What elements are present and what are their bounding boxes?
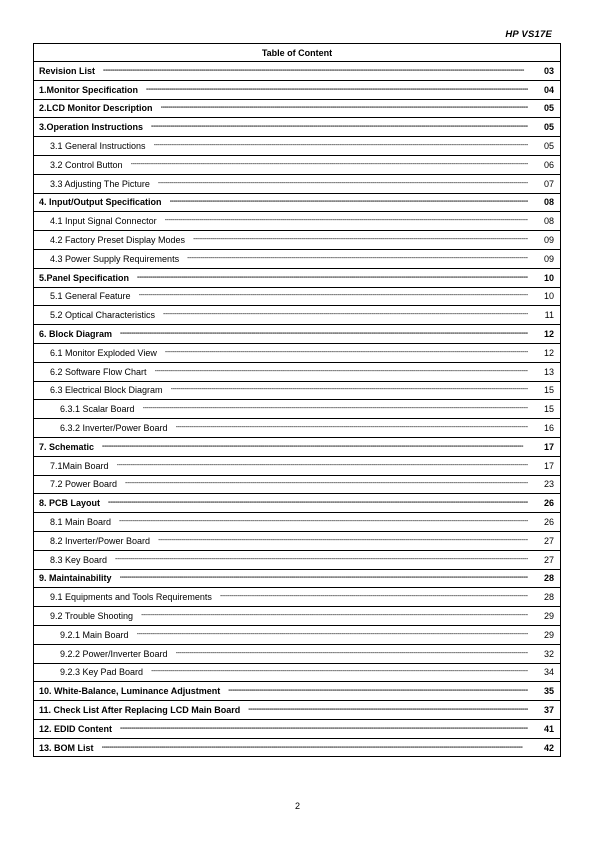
toc-entry-label: 6.1 Monitor Exploded View bbox=[50, 347, 157, 358]
toc-entry-page: 29 bbox=[543, 629, 554, 640]
toc-row bbox=[34, 400, 561, 419]
toc-title: Table of Content bbox=[34, 44, 561, 62]
toc-row bbox=[34, 456, 561, 475]
toc-entry-label: 9.2.2 Power/Inverter Board bbox=[60, 648, 168, 659]
toc-entry[interactable] bbox=[34, 231, 560, 249]
toc-entry-label: 6.3.1 Scalar Board bbox=[60, 404, 135, 415]
toc-entry-page: 32 bbox=[543, 648, 554, 659]
toc-entry-label: 4.3 Power Supply Requirements bbox=[50, 253, 180, 264]
toc-entry-cell bbox=[34, 212, 561, 231]
toc-entry-page: 05 bbox=[543, 103, 554, 114]
toc-entry-page: 12 bbox=[543, 329, 554, 340]
toc-entry[interactable] bbox=[34, 400, 560, 418]
toc-entry-page: 17 bbox=[543, 460, 554, 471]
toc-entry-cell bbox=[34, 99, 561, 118]
toc-entry-label: 3.Operation Instructions bbox=[39, 122, 144, 133]
toc-entry-cell bbox=[34, 569, 561, 588]
toc-dot-leader bbox=[103, 66, 528, 76]
toc-entry-cell bbox=[34, 268, 561, 287]
toc-entry-page: 09 bbox=[543, 235, 554, 246]
toc-entry-page: 08 bbox=[543, 216, 554, 227]
toc-entry-cell bbox=[34, 325, 561, 344]
page-number: 2 bbox=[294, 801, 300, 811]
toc-dot-leader bbox=[248, 705, 528, 715]
toc-entry-label: 1.Monitor Specification bbox=[39, 84, 139, 95]
toc-entry-page: 05 bbox=[543, 141, 554, 152]
document-header-model: HP VS17E bbox=[505, 29, 552, 40]
toc-entry-cell bbox=[34, 362, 561, 381]
toc-entry-cell bbox=[34, 231, 561, 250]
toc-entry[interactable] bbox=[34, 269, 560, 287]
toc-entry-page: 35 bbox=[543, 686, 554, 697]
toc-dot-leader bbox=[163, 310, 528, 320]
toc-entry-cell bbox=[34, 644, 561, 663]
toc-body bbox=[34, 44, 561, 757]
toc-row bbox=[34, 437, 561, 456]
toc-entry-page: 04 bbox=[543, 84, 554, 95]
toc-entry-cell bbox=[34, 475, 561, 494]
toc-table bbox=[33, 43, 561, 757]
toc-entry-label: 4.1 Input Signal Connector bbox=[50, 216, 157, 227]
toc-row bbox=[34, 513, 561, 532]
toc-entry-page: 09 bbox=[543, 253, 554, 264]
toc-row bbox=[34, 137, 561, 156]
toc-entry-label: 7.1Main Board bbox=[50, 460, 109, 471]
toc-entry-page: 28 bbox=[543, 573, 554, 584]
toc-entry-cell bbox=[34, 701, 561, 720]
toc-dot-leader bbox=[102, 743, 528, 753]
toc-entry-label: 8.3 Key Board bbox=[50, 554, 108, 565]
toc-entry[interactable] bbox=[34, 645, 560, 663]
toc-row bbox=[34, 80, 561, 99]
toc-entry-label: 8.2 Inverter/Power Board bbox=[50, 535, 151, 546]
toc-dot-leader bbox=[151, 667, 528, 677]
toc-entry-cell bbox=[34, 663, 561, 682]
toc-dot-leader bbox=[193, 235, 528, 245]
toc-row bbox=[34, 682, 561, 701]
toc-entry[interactable] bbox=[34, 118, 560, 136]
toc-entry-label: Revision List bbox=[39, 65, 96, 76]
toc-entry-page: 27 bbox=[543, 554, 554, 565]
toc-entry[interactable] bbox=[34, 551, 560, 569]
toc-entry-label: 2.LCD Monitor Description bbox=[39, 103, 153, 114]
toc-entry-page: 23 bbox=[543, 479, 554, 490]
toc-entry-page: 06 bbox=[543, 159, 554, 170]
toc-dot-leader bbox=[176, 423, 528, 433]
toc-entry[interactable] bbox=[34, 476, 560, 494]
toc-entry-page: 15 bbox=[543, 404, 554, 415]
toc-entry[interactable] bbox=[34, 344, 560, 362]
toc-entry-cell bbox=[34, 287, 561, 306]
toc-entry-cell bbox=[34, 306, 561, 325]
toc-row bbox=[34, 231, 561, 250]
toc-dot-leader bbox=[155, 367, 528, 377]
toc-row bbox=[34, 62, 561, 81]
toc-dot-leader bbox=[139, 291, 528, 301]
toc-row bbox=[34, 287, 561, 306]
toc-entry[interactable] bbox=[34, 513, 560, 531]
toc-dot-leader bbox=[161, 103, 528, 113]
toc-row bbox=[34, 475, 561, 494]
toc-entry-label: 3.2 Control Button bbox=[50, 159, 123, 170]
toc-row bbox=[34, 306, 561, 325]
toc-entry-cell bbox=[34, 456, 561, 475]
toc-entry-label: 8. PCB Layout bbox=[39, 498, 101, 509]
toc-entry-cell bbox=[34, 419, 561, 438]
toc-row bbox=[34, 625, 561, 644]
toc-dot-leader bbox=[137, 630, 528, 640]
toc-entry[interactable] bbox=[34, 306, 560, 324]
toc-entry[interactable] bbox=[34, 382, 560, 400]
toc-entry-page: 26 bbox=[543, 498, 554, 509]
toc-entry-cell bbox=[34, 137, 561, 156]
toc-dot-leader bbox=[220, 592, 528, 602]
toc-entry-page: 37 bbox=[543, 704, 554, 715]
toc-dot-leader bbox=[120, 573, 528, 583]
toc-row bbox=[34, 419, 561, 438]
toc-entry-cell bbox=[34, 719, 561, 738]
toc-row bbox=[34, 155, 561, 174]
toc-entry[interactable] bbox=[34, 532, 560, 550]
toc-entry[interactable] bbox=[34, 137, 560, 155]
toc-dot-leader bbox=[146, 85, 528, 95]
toc-entry-label: 11. Check List After Replacing LCD Main Board bbox=[39, 704, 241, 715]
toc-entry-label: 6.3 Electrical Block Diagram bbox=[50, 385, 163, 396]
toc-entry[interactable] bbox=[34, 175, 560, 193]
toc-row bbox=[34, 738, 561, 757]
toc-entry[interactable] bbox=[34, 457, 560, 475]
toc-entry-cell bbox=[34, 249, 561, 268]
toc-entry-page: 29 bbox=[543, 611, 554, 621]
toc-entry-label: 5.1 General Feature bbox=[50, 291, 131, 302]
toc-row bbox=[34, 249, 561, 268]
toc-entry-page: 28 bbox=[543, 592, 554, 603]
toc-entry-label: 9.2.3 Key Pad Board bbox=[60, 667, 144, 678]
toc-entry[interactable] bbox=[34, 682, 560, 700]
toc-entry-label: 6.2 Software Flow Chart bbox=[50, 366, 147, 377]
toc-entry-cell bbox=[34, 174, 561, 193]
toc-dot-leader bbox=[158, 536, 528, 546]
toc-entry-label: 9.2.1 Main Board bbox=[60, 629, 129, 640]
toc-entry-label: 5.2 Optical Characteristics bbox=[50, 310, 156, 321]
toc-row bbox=[34, 719, 561, 738]
toc-entry-label: 13. BOM List bbox=[39, 742, 94, 753]
toc-entry-label: 3.1 General Instructions bbox=[50, 141, 146, 152]
toc-entry-label: 10. White-Balance, Luminance Adjustment bbox=[39, 686, 221, 697]
toc-row bbox=[34, 325, 561, 344]
toc-entry[interactable] bbox=[34, 701, 560, 719]
toc-row bbox=[34, 99, 561, 118]
toc-entry-cell bbox=[34, 62, 561, 81]
toc-entry-cell bbox=[34, 118, 561, 137]
toc-entry-cell bbox=[34, 738, 561, 757]
toc-row bbox=[34, 494, 561, 513]
toc-dot-leader bbox=[120, 329, 528, 339]
toc-entry-page: 34 bbox=[543, 667, 554, 678]
toc-dot-leader bbox=[108, 498, 528, 508]
toc-entry-page: 03 bbox=[543, 65, 554, 76]
toc-entry-label: 5.Panel Specification bbox=[39, 272, 130, 283]
toc-row bbox=[34, 550, 561, 569]
toc-entry[interactable] bbox=[34, 588, 560, 606]
toc-entry-page: 17 bbox=[543, 441, 554, 452]
toc-entry-label: 9.1 Equipments and Tools Requirements bbox=[50, 592, 212, 603]
toc-entry[interactable] bbox=[34, 570, 560, 588]
toc-dot-leader bbox=[119, 517, 528, 527]
toc-entry-page: 10 bbox=[543, 272, 554, 283]
toc-row bbox=[34, 268, 561, 287]
toc-entry[interactable] bbox=[34, 250, 560, 268]
toc-entry-cell bbox=[34, 531, 561, 550]
toc-entry-page: 42 bbox=[543, 742, 554, 753]
toc-dot-leader bbox=[187, 254, 528, 264]
toc-row bbox=[34, 174, 561, 193]
toc-row bbox=[34, 588, 561, 607]
toc-row bbox=[34, 644, 561, 663]
toc-entry-page: 08 bbox=[543, 197, 554, 208]
toc-entry[interactable] bbox=[34, 494, 560, 512]
toc-entry-label: 12. EDID Content bbox=[39, 723, 113, 734]
toc-entry[interactable] bbox=[34, 739, 560, 757]
toc-entry-label: 9. Maintainability bbox=[39, 573, 112, 584]
toc-entry-page: 26 bbox=[543, 517, 554, 528]
toc-entry-label: 8.1 Main Board bbox=[50, 517, 112, 528]
toc-entry-cell bbox=[34, 513, 561, 532]
toc-entry-page: 12 bbox=[543, 347, 554, 358]
toc-entry-cell bbox=[34, 343, 561, 362]
toc-entry-label: 7.2 Power Board bbox=[50, 479, 118, 490]
toc-entry-page: 13 bbox=[543, 366, 554, 377]
toc-entry-cell bbox=[34, 550, 561, 569]
toc-row bbox=[34, 193, 561, 212]
toc-entry[interactable] bbox=[34, 419, 560, 437]
toc-entry[interactable] bbox=[34, 194, 560, 212]
toc-dot-leader bbox=[120, 724, 528, 734]
toc-dot-leader bbox=[143, 404, 528, 414]
toc-entry[interactable] bbox=[34, 363, 560, 381]
toc-dot-leader bbox=[137, 273, 528, 283]
toc-dot-leader bbox=[125, 479, 528, 489]
toc-dot-leader bbox=[102, 442, 528, 452]
toc-entry[interactable] bbox=[34, 664, 560, 682]
toc-entry[interactable] bbox=[34, 325, 560, 343]
toc-dot-leader bbox=[115, 555, 528, 565]
toc-dot-leader bbox=[176, 649, 528, 659]
toc-entry-page: 27 bbox=[543, 535, 554, 546]
toc-dot-leader bbox=[154, 141, 528, 151]
toc-entry[interactable] bbox=[34, 438, 560, 456]
toc-row bbox=[34, 212, 561, 231]
toc-dot-leader bbox=[131, 160, 528, 170]
toc-entry-cell bbox=[34, 80, 561, 99]
toc-entry[interactable] bbox=[34, 81, 560, 99]
toc-entry-label: 6. Block Diagram bbox=[39, 329, 113, 340]
toc-dot-leader bbox=[141, 611, 528, 621]
toc-row bbox=[34, 381, 561, 400]
toc-row bbox=[34, 569, 561, 588]
toc-entry-label: 6.3.2 Inverter/Power Board bbox=[60, 423, 168, 434]
toc-entry-cell bbox=[34, 381, 561, 400]
toc-row bbox=[34, 531, 561, 550]
toc-entry-cell bbox=[34, 682, 561, 701]
toc-entry-cell bbox=[34, 494, 561, 513]
toc-row bbox=[34, 118, 561, 137]
toc-entry-label: 7. Schematic bbox=[39, 441, 95, 452]
toc-entry-label: 9.2 Trouble Shooting bbox=[50, 611, 134, 621]
toc-entry-page: 10 bbox=[543, 291, 554, 302]
toc-entry-page: 41 bbox=[543, 723, 554, 734]
toc-entry-cell bbox=[34, 193, 561, 212]
toc-row bbox=[34, 343, 561, 362]
toc-entry[interactable] bbox=[34, 607, 560, 625]
toc-entry[interactable] bbox=[34, 288, 560, 306]
toc-entry-page: 05 bbox=[543, 122, 554, 133]
toc-entry-cell bbox=[34, 607, 561, 626]
toc-dot-leader bbox=[171, 385, 528, 395]
toc-entry-cell bbox=[34, 155, 561, 174]
toc-entry-cell bbox=[34, 588, 561, 607]
toc-entry-page: 11 bbox=[544, 310, 554, 321]
toc-entry-cell bbox=[34, 625, 561, 644]
toc-title-row bbox=[34, 44, 561, 62]
toc-entry-page: 07 bbox=[543, 178, 554, 189]
toc-dot-leader bbox=[228, 686, 528, 696]
toc-entry-cell bbox=[34, 400, 561, 419]
toc-row bbox=[34, 663, 561, 682]
toc-entry[interactable] bbox=[34, 100, 560, 118]
toc-entry[interactable] bbox=[34, 62, 560, 80]
toc-entry-page: 15 bbox=[543, 385, 554, 396]
toc-dot-leader bbox=[151, 122, 528, 132]
toc-entry[interactable] bbox=[34, 720, 560, 738]
toc-dot-leader bbox=[170, 197, 529, 207]
toc-dot-leader bbox=[165, 216, 528, 226]
toc-entry[interactable] bbox=[34, 212, 560, 230]
toc-entry-cell bbox=[34, 437, 561, 456]
toc-row bbox=[34, 607, 561, 626]
toc-entry-label: 4. Input/Output Specification bbox=[39, 197, 162, 208]
toc-entry-label: 4.2 Factory Preset Display Modes bbox=[50, 235, 186, 246]
toc-row bbox=[34, 362, 561, 381]
toc-entry-page: 16 bbox=[543, 423, 554, 434]
toc-entry-label: 3.3 Adjusting The Picture bbox=[50, 178, 150, 189]
toc-entry[interactable] bbox=[34, 626, 560, 644]
toc-dot-leader bbox=[117, 461, 528, 471]
toc-dot-leader bbox=[165, 348, 528, 358]
toc-dot-leader bbox=[158, 179, 528, 189]
toc-entry[interactable] bbox=[34, 156, 560, 174]
toc-row bbox=[34, 701, 561, 720]
